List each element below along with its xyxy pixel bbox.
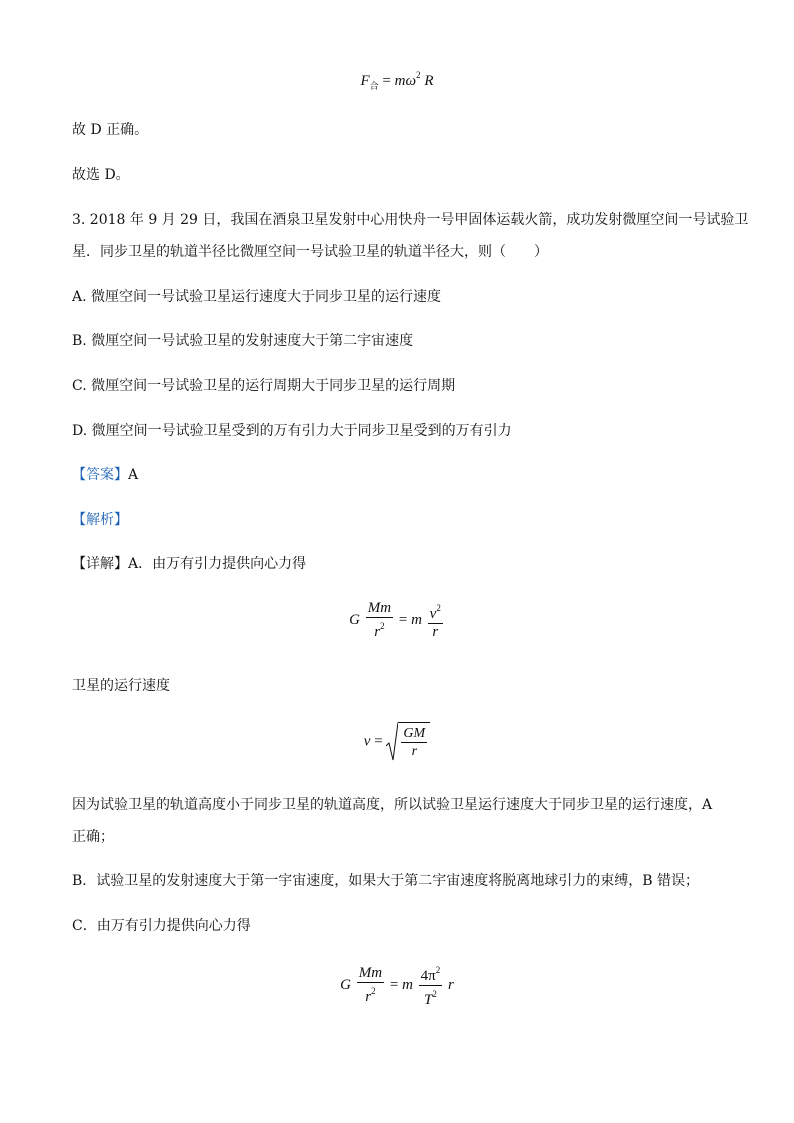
formula-lhs: F — [360, 73, 370, 89]
formula-orbital-speed — [0, 722, 794, 762]
detail-line — [72, 554, 306, 574]
formula-lhs-subscript: 合 — [369, 81, 379, 91]
satellite-speed-line: 卫星的运行速度 — [72, 678, 170, 694]
choose-d-line: 故选 D。 — [72, 167, 130, 183]
answer-tag: 【答案】 — [72, 467, 128, 483]
fraction-gm-over-r — [401, 725, 427, 760]
formula-m: m — [411, 611, 422, 628]
analysis-tag: 【解析】 — [72, 512, 128, 528]
formula-gravitation-period — [0, 962, 794, 1009]
fraction-denominator: $r^2$ — [357, 982, 384, 1006]
fraction-4pi2-over-t2 — [419, 962, 443, 1009]
formula-v: v — [363, 733, 371, 750]
d-correct-line: 故 D 正确。 — [72, 122, 149, 138]
equals-sign: = — [374, 733, 383, 750]
formula-r: r — [447, 976, 454, 993]
fraction-mm-over-r2 — [357, 965, 384, 1006]
fraction-denominator: r — [401, 742, 427, 760]
radical-sign-icon — [386, 722, 398, 762]
answer-line — [72, 465, 138, 485]
formula-rhs-sup: 2 — [416, 70, 421, 80]
reason-c-line: C．由万有引力提供向心力得 — [72, 918, 251, 934]
formula-centripetal-force: $F_合 = m\omega^2$ R — [360, 70, 434, 91]
fraction-numerator: Mm — [367, 600, 392, 616]
formula-rhs-tail: R — [424, 73, 434, 89]
reason-line-1: 因为试验卫星的轨道高度小于同步卫星的轨道高度，所以试验卫星运行速度大于同步卫星的运行速度，A — [72, 797, 713, 813]
square-root — [386, 722, 430, 762]
fraction-mm-over-r2 — [366, 600, 393, 641]
fraction-numerator: $4\pi^2$ — [420, 965, 441, 984]
option-a: A. 微厘空间一号试验卫星运行速度大于同步卫星的运行速度 — [72, 289, 442, 305]
fraction-v2-over-r — [428, 600, 443, 641]
fraction-denominator: $r^2$ — [366, 617, 393, 641]
option-d: D. 微厘空间一号试验卫星受到的万有引力大于同步卫星受到的万有引力 — [72, 423, 512, 439]
question-3-line-2: 星．同步卫星的轨道半径比微厘空间一号试验卫星的轨道半径大，则（ ） — [72, 244, 548, 260]
analysis-line — [72, 510, 128, 530]
equals-sign: = — [389, 976, 399, 993]
fraction-denominator: $T^2$ — [419, 985, 443, 1009]
fraction-denominator: r — [428, 623, 443, 641]
fraction-numerator: $v^2$ — [429, 603, 441, 622]
formula-g: G — [340, 976, 352, 993]
radicand — [398, 722, 430, 762]
formula-gravitation-velocity — [0, 600, 794, 641]
fraction-numerator: GM — [403, 726, 426, 741]
option-b: B. 微厘空间一号试验卫星的发射速度大于第二宇宙速度 — [72, 333, 414, 349]
option-c: C. 微厘空间一号试验卫星的运行周期大于同步卫星的运行周期 — [72, 378, 456, 394]
formula-g: G — [349, 611, 361, 628]
reason-b-line: B．试验卫星的发射速度大于第一宇宙速度，如果大于第二宇宙速度将脱离地球引力的束缚，B 错误； — [72, 873, 700, 889]
detail-tag: 【详解】 — [72, 556, 128, 572]
answer-value: A — [128, 467, 139, 483]
reason-line-2: 正确； — [72, 829, 114, 845]
equals-sign: = — [398, 611, 408, 628]
formula-m: m — [402, 976, 413, 993]
question-3-line-1: 3. 2018 年 9 月 29 日，我国在酒泉卫星发射中心用快舟一号甲固体运载火箭，成功发射微厘空间一号试验卫 — [72, 212, 749, 228]
fraction-numerator: Mm — [358, 965, 383, 981]
detail-a-text: A．由万有引力提供向心力得 — [128, 556, 307, 572]
formula-rhs: mω — [394, 73, 417, 89]
